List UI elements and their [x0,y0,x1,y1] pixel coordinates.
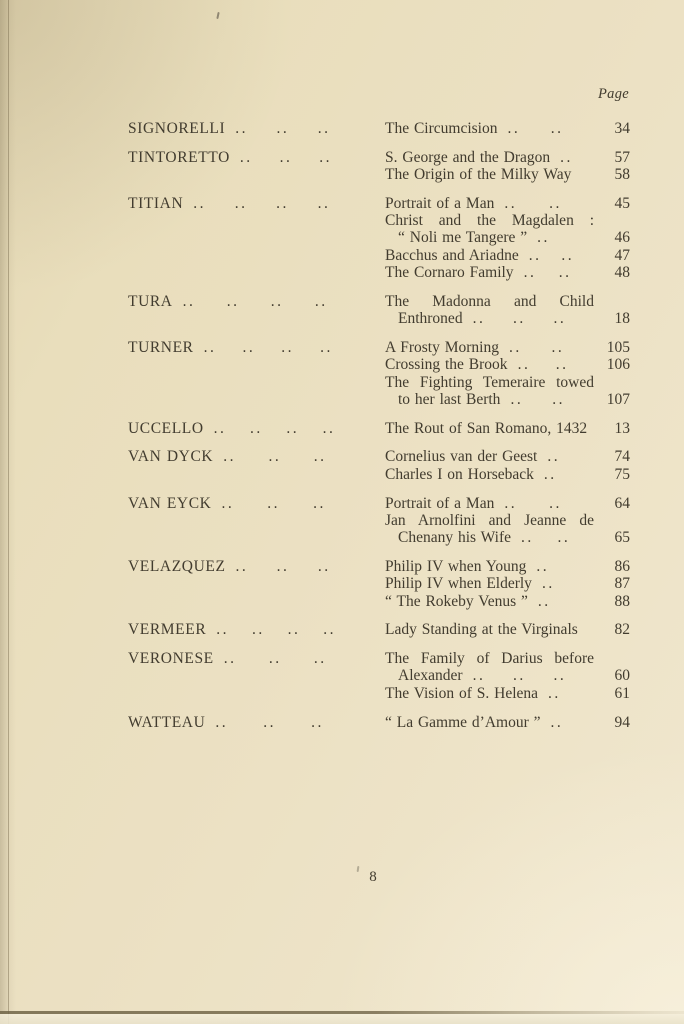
leader-dots: .. [215,713,229,731]
leader-dots: .. [521,529,534,547]
work-title: Philip IV when Young [385,557,527,575]
artist-cell [128,621,385,638]
entry-row [128,621,630,638]
work-line [385,247,630,264]
artist-name: UCCELLO [128,419,204,437]
title-leaders [485,310,594,327]
artist-cell [128,448,385,465]
leader-dots: .. [203,338,217,356]
work-line [385,621,630,638]
work-line [385,714,630,731]
leader-dots: .. [537,592,551,610]
leader-dots: .. [560,148,573,166]
work-page-number: 60 [614,667,630,685]
work-title: Charles I on Horseback [385,465,534,483]
work-line [385,374,630,391]
works-cell [385,339,630,408]
title-leaders [520,120,594,137]
leader-dots: .. [250,419,263,437]
leader-dots: .. [547,448,561,466]
entry-row [128,120,630,137]
leader-dots: .. [541,575,555,593]
plates-list [128,86,630,742]
leader-dots: .. [561,246,575,264]
artist-cell [128,195,385,212]
leader-dots: .. [281,338,295,356]
work-line [385,356,630,373]
work-title: Jan Arnolfini and Jeanne de [385,511,594,529]
leader-dots: .. [270,292,284,310]
works-cell [385,495,630,547]
works-cell [385,558,630,610]
entry-row [128,558,630,610]
leader-dots: .. [472,667,486,685]
work-title: The Origin of the Milky Way [385,166,572,184]
work-title: A Frosty Morning [385,338,499,356]
work-line [385,391,630,408]
artist-leaders [195,293,359,310]
work-title: The Circumcision [385,120,498,137]
entry-row [128,149,630,184]
leader-dots: .. [553,310,567,328]
leader-dots: .. [507,120,521,137]
leader-dots: .. [221,494,235,512]
leader-dots: .. [226,292,240,310]
works-cell [385,448,630,483]
title-leaders [517,495,594,512]
leader-dots: .. [557,529,571,547]
work-title: Lady Standing at the Virginals [385,621,578,639]
leader-dots: .. [320,338,333,356]
leader-dots: .. [239,148,253,166]
work-title: The Vision of S. Helena [385,684,539,702]
work-page-number: 105 [606,338,630,356]
leader-dots: .. [504,494,518,512]
entry-row [128,339,630,408]
leader-dots: .. [267,494,281,512]
leader-dots: .. [223,650,237,668]
work-page-number: 64 [614,494,630,512]
work-line [385,575,630,592]
work-page-number: 74 [614,448,630,466]
work-title: The Cornaro Family [385,264,514,282]
leader-dots: .. [513,310,526,328]
leader-dots: .. [216,621,230,639]
leader-dots: .. [234,194,248,212]
leader-dots: .. [287,621,301,639]
works-cell [385,650,630,702]
artist-name: VELAZQUEZ [128,557,226,575]
work-page-number: 61 [614,684,630,702]
entry-row [128,650,630,702]
work-line [385,195,630,212]
works-cell [385,621,630,638]
artist-name: TINTORETTO [128,148,230,166]
work-page-number: 18 [614,310,630,328]
leader-dots: .. [276,194,289,212]
artist-leaders [248,558,359,575]
work-page-number: 88 [614,592,630,610]
work-page-number: 65 [614,529,630,547]
artist-leaders [234,495,359,512]
title-leaders [536,264,594,281]
work-line [385,495,630,512]
entry-row [128,448,630,483]
work-title: “ La Gamme d’Amour ” [385,713,541,731]
work-line [385,685,630,702]
works-cell [385,149,630,184]
leader-dots: .. [286,419,300,437]
leader-dots: .. [323,621,337,639]
leader-dots: .. [555,356,569,374]
works-cell [385,714,630,731]
work-title: Bacchus and Ariadne [385,246,519,264]
work-line [385,650,630,667]
entry-row [128,714,630,731]
work-page-number: 75 [614,465,630,483]
leader-dots: .. [550,713,564,731]
artist-name: WATTEAU [128,713,206,731]
artist-name: SIGNORELLI [128,120,226,137]
work-page-number: 106 [606,356,630,374]
work-title: S. George and the Dragon [385,148,551,166]
work-line [385,339,630,356]
work-line [385,264,630,281]
leader-dots: .. [235,557,249,575]
title-leaders [530,356,594,373]
leader-dots: .. [313,448,327,466]
leader-dots: .. [223,448,236,466]
leader-dots: .. [510,390,524,408]
artist-leaders [206,195,359,212]
work-line [385,293,630,310]
leader-dots: .. [276,557,290,575]
works-cell [385,293,630,328]
leader-dots: .. [558,264,572,282]
leader-dots: .. [472,310,486,328]
artist-cell [128,714,385,731]
artist-name: VAN DYCK [128,448,214,466]
work-title: to her last Berth [398,390,501,408]
leader-dots: .. [235,120,249,137]
work-title: Crossing the Brook [385,356,508,374]
leader-dots: .. [268,650,282,668]
leader-dots: .. [528,246,542,264]
work-title: “ Noli me Tangere ” [398,229,528,247]
leader-dots: .. [537,229,550,247]
work-page-number: 87 [614,575,630,593]
leader-dots: .. [517,356,531,374]
artist-name: TITIAN [128,194,184,212]
work-line [385,166,630,183]
artist-leaders [253,149,359,166]
artist-leaders [236,448,359,465]
work-page-number: 94 [614,713,630,731]
leader-dots: .. [213,419,227,437]
work-title: The Rout of San Romano, 1432 [385,419,588,437]
leader-dots: .. [314,292,328,310]
work-line [385,448,630,465]
work-line [385,212,630,229]
leader-dots: .. [313,650,327,668]
work-page-number: 58 [614,166,630,184]
artist-name: TURNER [128,338,194,356]
leader-dots: .. [536,557,550,575]
artist-leaders [248,120,359,137]
work-title: The Family of Darius before [385,650,594,668]
title-leaders [522,339,594,356]
page-underlying-sheet [0,1014,684,1024]
leader-dots: .. [276,120,290,137]
works-cell [385,420,630,437]
title-leaders [523,391,594,408]
leader-dots: .. [551,338,565,356]
work-page-number: 107 [606,390,630,408]
artist-cell [128,149,385,166]
leader-dots: .. [268,448,282,466]
work-page-number: 82 [614,621,630,639]
leader-dots: .. [553,667,567,685]
work-line [385,466,630,483]
works-cell [385,120,630,137]
work-line [385,529,630,546]
leader-dots: .. [317,194,331,212]
artist-name: VERMEER [128,621,207,639]
leader-dots: .. [279,148,293,166]
title-leaders [534,529,594,546]
artist-leaders [237,650,360,667]
artist-cell [128,293,385,310]
leader-dots: .. [552,390,565,408]
work-line [385,558,630,575]
entries [128,120,630,731]
artist-leaders [216,339,359,356]
work-page-number: 46 [614,229,630,247]
work-page-number: 48 [614,264,630,282]
leader-dots: .. [549,494,562,512]
work-title: “ The Rokeby Venus ” [385,592,528,610]
work-title: The Madonna and Child [385,292,594,310]
artist-cell [128,495,385,512]
leader-dots: .. [322,419,336,437]
leader-dots: .. [182,292,196,310]
leader-dots: .. [242,338,256,356]
work-line [385,229,630,246]
leader-dots: .. [543,465,557,483]
work-line [385,120,630,137]
work-title: Christ and the Magdalen : [385,212,594,230]
folio-number: 8 [369,869,377,885]
artist-cell [128,420,385,437]
work-line [385,667,630,684]
work-title: Cornelius van der Geest [385,448,538,466]
leader-dots: .. [513,667,526,685]
leader-dots: .. [317,120,331,137]
work-page-number: 34 [614,120,630,137]
leader-dots: .. [319,148,333,166]
artist-name: VERONESE [128,650,214,668]
work-page-number: 45 [614,194,630,212]
title-leaders [541,247,594,264]
leader-dots: .. [311,713,324,731]
entry-row [128,420,630,437]
leader-dots: .. [549,194,562,212]
page-column-header: Page [598,86,629,102]
artist-leaders [229,621,359,638]
work-page-number: 13 [614,419,630,437]
entry-row [128,195,630,281]
scan-speck [216,12,219,19]
work-line [385,310,630,327]
leader-dots: .. [313,494,326,512]
work-line [385,149,630,166]
leader-dots: .. [550,120,564,137]
title-leaders [517,195,594,212]
page-left-fold-line [8,0,9,1024]
leader-dots: .. [193,194,206,212]
leader-dots: .. [504,194,518,212]
work-title: The Fighting Temeraire towed [385,373,594,391]
work-page-number: 86 [614,557,630,575]
work-title: Portrait of a Man [385,194,495,212]
works-cell [385,195,630,281]
work-title: Alexander [398,667,463,685]
work-title: Chenany his Wife [398,529,512,547]
artist-cell [128,650,385,667]
work-line [385,593,630,610]
leader-dots: .. [251,621,265,639]
entry-row [128,293,630,328]
artist-cell [128,558,385,575]
leader-dots: .. [263,713,276,731]
work-title: Enthroned [398,310,463,328]
title-leaders [485,667,594,684]
work-line [385,420,630,437]
artist-leaders [228,714,359,731]
artist-cell [128,120,385,137]
work-page-number: 47 [614,246,630,264]
artist-name: VAN EYCK [128,494,212,512]
work-line [385,512,630,529]
work-page-number: 57 [614,148,630,166]
work-title: Portrait of a Man [385,494,495,512]
leader-dots: .. [523,264,537,282]
artist-name: TURA [128,292,173,310]
leader-dots: .. [317,557,331,575]
artist-leaders [226,420,359,437]
leader-dots: .. [508,338,522,356]
leader-dots: .. [548,684,561,702]
work-title: Philip IV when Elderly [385,575,532,593]
entry-row [128,495,630,547]
artist-cell [128,339,385,356]
